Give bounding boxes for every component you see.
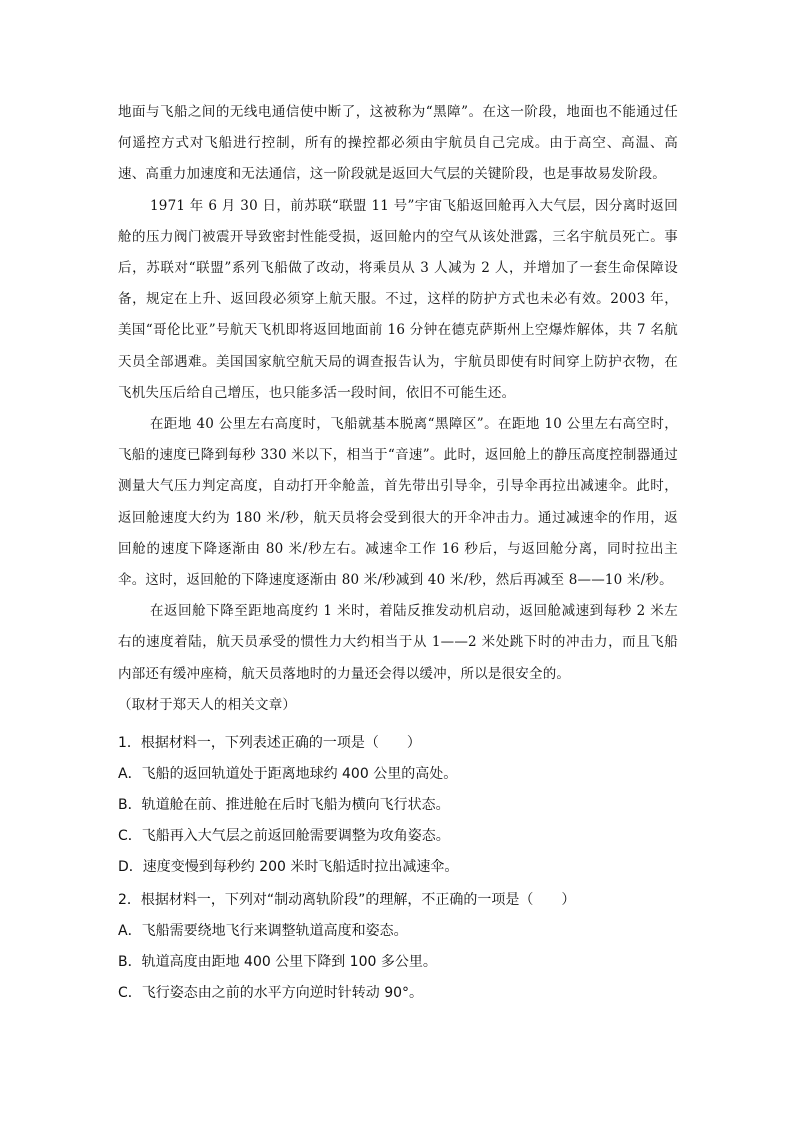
question-list (118, 728, 678, 1009)
question-stem: 1．根据材料一，下列表述正确的一项是（ ） (118, 735, 421, 751)
passage-source: （取材于郑天人的相关文章） (118, 696, 297, 713)
option-a[interactable]: A．飞船需要绕地飞行来调整轨道高度和姿态。 (118, 923, 408, 939)
passage-paragraph-4: 在返回舱下降至距地高度约 1 米时，着陆反推发动机启动，返回舱减速到每秒 2 米左右的速度着陆，航天员承受的惯性力大约相当于从 1——2 米处跳下时的冲击力，而且飞船内部还有缓冲座椅，航天员落地时的力量还会得以缓冲，所以是很安全的。 (118, 603, 678, 682)
reading-passage (118, 97, 678, 721)
question-stem: 2．根据材料一，下列对“制动离轨阶段”的理解，不正确的一项是（ ） (118, 892, 576, 908)
passage-paragraph-1: 地面与飞船之间的无线电通信使中断了，这被称为“黑障”。在这一阶段，地面也不能通过任何遥控方式对飞船进行控制，所有的操控都必须由宇航员自己完成。由于高空、高温、高速、高重力加速度和无法通信，这一阶段就是返回大气层的关键阶段，也是事故易发阶段。 (118, 104, 678, 183)
option-c[interactable]: C．飞行姿态由之前的水平方向逆时针转动 90°。 (118, 985, 424, 1001)
option-d[interactable]: D．速度变慢到每秒约 200 米时飞船适时拉出减速伞。 (118, 859, 459, 875)
question-2 (118, 885, 678, 1009)
passage-paragraph-3: 在距地 40 公里左右高度时，飞船就基本脱离“黑障区”。在距地 10 公里左右高空时，飞船的速度已降到每秒 330 米以下，相当于“音速”。此时，返回舱上的静压高度控制器通过测量大气压力判定高度，自动打开伞舱盖，首先带出引导伞，引导伞再拉出减速伞。此时，返回舱速度大约为 180 米/秒，航天员将会受到很大的开伞冲击力。通过减速伞的作用，返回舱的速度下降逐渐由 80 米/秒左右。减速伞工作 16 秒后，与返回舱分离，同时拉出主伞。这时，返回舱的下降速度逐渐由 80 米/秒减到 40 米/秒，然后再减至 8——10 米/秒。 (118, 416, 678, 589)
passage-paragraph-2: 1971 年 6 月 30 日，前苏联“联盟 11 号”宇宙飞船返回舱再入大气层，因分离时返回舱的压力阀门被震开导致密封性能受损，返回舱内的空气从该处泄露，三名宇航员死亡。事后，苏联对“联盟”系列飞船做了改动，将乘员从 3 人减为 2 人，并增加了一套生命保障设备，规定在上升、返回段必须穿上航天服。不过，这样的防护方式也未必有效。2003 年，美国“哥伦比亚”号航天飞机即将返回地面前 16 分钟在德克萨斯州上空爆炸解体，共 7 名航天员全部遇难。美国国家航空航天局的调查报告认为，宇航员即使有时间穿上防护衣物，在飞机失压后给自己增压，也只能多活一段时间，依旧不可能生还。 (118, 197, 678, 401)
question-1 (118, 728, 678, 883)
option-a[interactable]: A．飞船的返回轨道处于距离地球约 400 公里的高处。 (118, 766, 458, 782)
option-b[interactable]: B．轨道舱在前、推进舱在后时飞船为横向飞行状态。 (118, 797, 450, 813)
option-b[interactable]: B．轨道高度由距地 400 公里下降到 100 多公里。 (118, 954, 437, 970)
option-c[interactable]: C．飞船再入大气层之前返回舱需要调整为攻角姿态。 (118, 828, 450, 844)
